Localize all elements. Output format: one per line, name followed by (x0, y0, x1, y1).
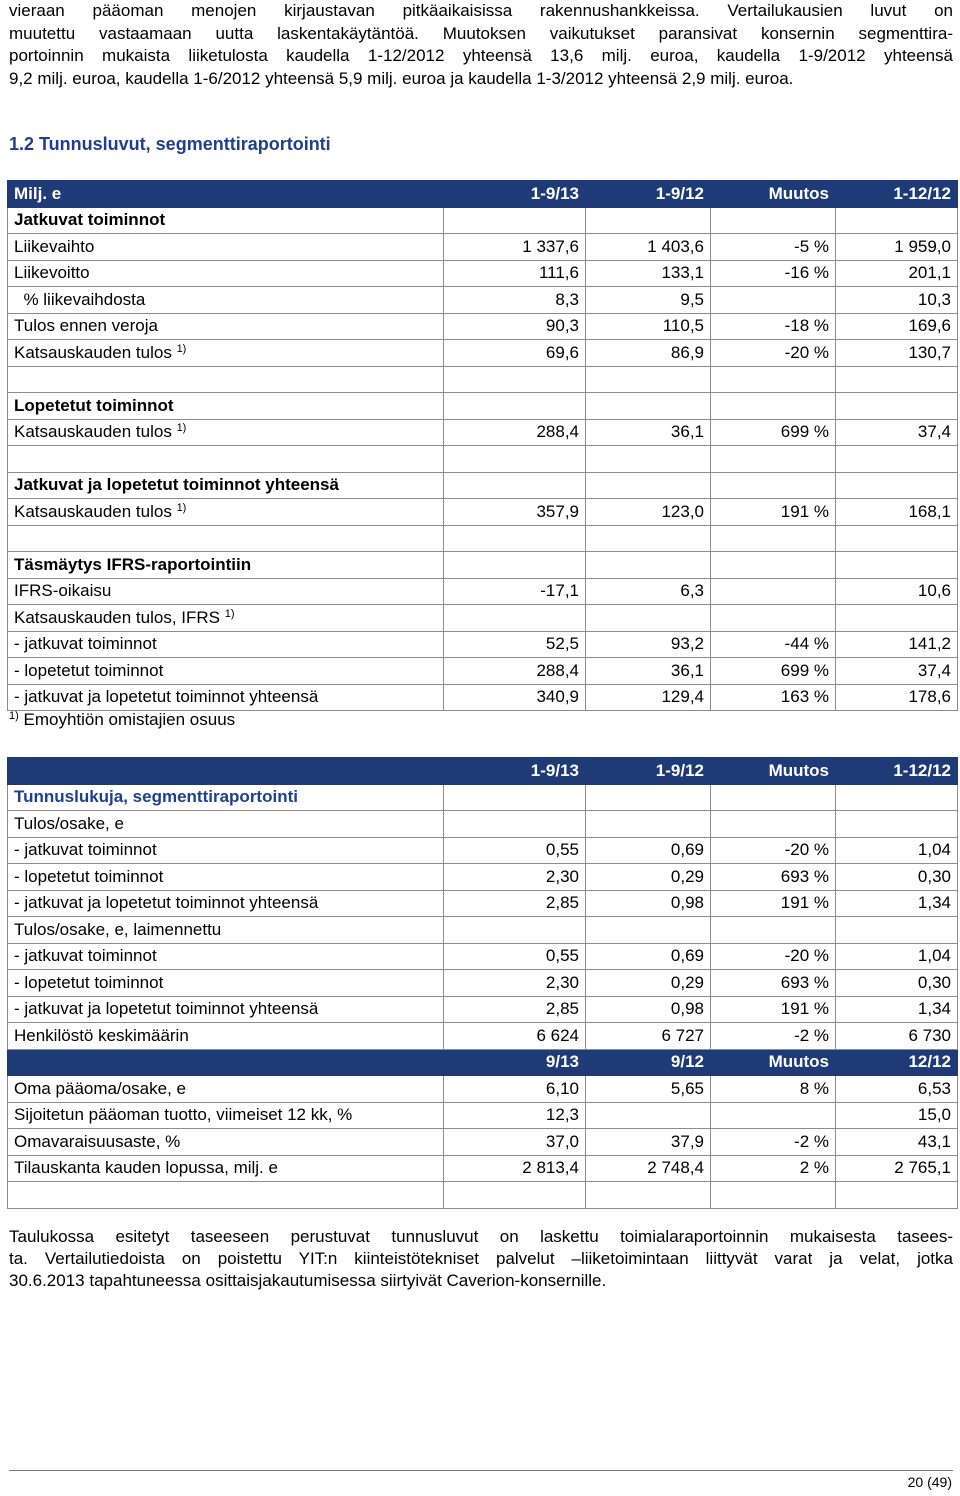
value-cell: 5,65 (586, 1076, 711, 1103)
row-label: Omavaraisuusaste, % (8, 1129, 444, 1156)
value-cell: 37,4 (836, 658, 958, 685)
header-period-cell: 1-12/12 (836, 758, 958, 785)
value-cell: 2,30 (444, 970, 586, 997)
value-cell: 69,6 (444, 340, 586, 367)
value-cell (444, 525, 586, 552)
table-row (8, 313, 958, 340)
value-cell: 52,5 (444, 631, 586, 658)
value-cell: 1 959,0 (836, 234, 958, 261)
outro-line: Taulukossa esitetyt taseeseen perustuvat tunnusluvut on laskettu toimialaraportoinnin mukaisesta tasees- (9, 1227, 953, 1246)
value-cell (444, 446, 586, 473)
page-number: 20 (49) (907, 1474, 952, 1490)
value-cell: 6,10 (444, 1076, 586, 1103)
table-row (8, 207, 958, 234)
value-cell (836, 207, 958, 234)
table-row (8, 419, 958, 446)
value-cell: 168,1 (836, 499, 958, 526)
value-cell (711, 784, 836, 811)
row-label: Katsauskauden tulos, IFRS $^{1)}$ (8, 605, 444, 632)
key-figures-table (7, 180, 958, 711)
table-title-row (8, 784, 958, 811)
row-label: Henkilöstö keskimäärin (8, 1023, 444, 1050)
value-cell: 6 730 (836, 1023, 958, 1050)
value-cell: 1,34 (836, 996, 958, 1023)
row-label: Lopetetut toiminnot (8, 393, 444, 420)
value-cell: 1 337,6 (444, 234, 586, 261)
value-cell: 288,4 (444, 419, 586, 446)
row-label: - jatkuvat ja lopetetut toiminnot yhteensä (8, 890, 444, 917)
value-cell (444, 784, 586, 811)
value-cell: -20 % (711, 837, 836, 864)
value-cell (711, 287, 836, 314)
value-cell (586, 525, 711, 552)
value-cell (586, 446, 711, 473)
value-cell (444, 605, 586, 632)
value-cell: 2,85 (444, 996, 586, 1023)
value-cell (586, 1182, 711, 1209)
header-period-cell: 12/12 (836, 1049, 958, 1076)
value-cell: 699 % (711, 658, 836, 685)
value-cell: 12,3 (444, 1102, 586, 1129)
value-cell: 86,9 (586, 340, 711, 367)
value-cell: 6 624 (444, 1023, 586, 1050)
value-cell (586, 552, 711, 579)
value-cell: 699 % (711, 419, 836, 446)
table-row (8, 234, 958, 261)
table-row (8, 970, 958, 997)
value-cell: 163 % (711, 684, 836, 711)
value-cell: 0,69 (586, 943, 711, 970)
value-cell: 2,30 (444, 864, 586, 891)
row-label: - lopetetut toiminnot (8, 970, 444, 997)
value-cell (711, 605, 836, 632)
outro-line: 30.6.2013 tapahtuneessa osittaisjakautumisessa siirtyivät Caverion-konsernille. (9, 1271, 607, 1290)
outro-line: ta. Vertailutiedoista on poistettu YIT:n kiinteistötekniset palvelut –liiketoimintaan liittyvät varat ja velat, jotka (9, 1249, 953, 1268)
value-cell (836, 917, 958, 944)
table-row (8, 393, 958, 420)
value-cell: 10,3 (836, 287, 958, 314)
value-cell (586, 1102, 711, 1129)
value-cell: 357,9 (444, 499, 586, 526)
row-label: % liikevaihdosta (8, 287, 444, 314)
table-row (8, 499, 958, 526)
value-cell: 0,55 (444, 837, 586, 864)
value-cell (711, 811, 836, 838)
row-label: Liikevaihto (8, 234, 444, 261)
value-cell: 0,30 (836, 864, 958, 891)
table-row (8, 917, 958, 944)
section-heading: 1.2 Tunnusluvut, segmenttiraportointi (9, 134, 331, 154)
row-label: - lopetetut toiminnot (8, 658, 444, 685)
row-label: Tulos/osake, e, laimennettu (8, 917, 444, 944)
value-cell: -5 % (711, 234, 836, 261)
value-cell (586, 393, 711, 420)
blank-row (8, 1182, 958, 1209)
value-cell: -17,1 (444, 578, 586, 605)
value-cell: 15,0 (836, 1102, 958, 1129)
table-row (8, 578, 958, 605)
value-cell (836, 366, 958, 393)
value-cell: 1 403,6 (586, 234, 711, 261)
value-cell (711, 366, 836, 393)
value-cell: 0,98 (586, 996, 711, 1023)
value-cell (711, 446, 836, 473)
value-cell: -2 % (711, 1023, 836, 1050)
value-cell (836, 784, 958, 811)
row-label: - lopetetut toiminnot (8, 864, 444, 891)
header-period-cell: Muutos (711, 181, 836, 208)
value-cell: -18 % (711, 313, 836, 340)
value-cell: 0,69 (586, 837, 711, 864)
intro-line: vieraan pääoman menojen kirjaustavan pitkäaikaisissa rakennushankkeissa. Vertailukausien luvut on (9, 1, 953, 20)
value-cell: 2 813,4 (444, 1155, 586, 1182)
value-cell: -16 % (711, 260, 836, 287)
value-cell: 0,30 (836, 970, 958, 997)
value-cell: 340,9 (444, 684, 586, 711)
row-label (8, 446, 444, 473)
row-label: Tulos ennen veroja (8, 313, 444, 340)
value-cell: 37,0 (444, 1129, 586, 1156)
value-cell (711, 525, 836, 552)
row-label: Jatkuvat ja lopetetut toiminnot yhteensä (8, 472, 444, 499)
value-cell (444, 393, 586, 420)
value-cell: 43,1 (836, 1129, 958, 1156)
value-cell: 0,55 (444, 943, 586, 970)
header-period-cell: 1-9/13 (444, 758, 586, 785)
intro-line: muutettu vastaamaan uutta laskentakäytäntöä. Muutoksen vaikutukset paransivat konsernin segmenttira- (9, 23, 953, 43)
value-cell (836, 552, 958, 579)
row-label: Sijoitetun pääoman tuotto, viimeiset 12 kk, % (8, 1102, 444, 1129)
header-label-cell (8, 758, 444, 785)
blank-row (8, 366, 958, 393)
row-label: - jatkuvat toiminnot (8, 631, 444, 658)
value-cell: 110,5 (586, 313, 711, 340)
value-cell (586, 784, 711, 811)
value-cell: 178,6 (836, 684, 958, 711)
value-cell: 169,6 (836, 313, 958, 340)
value-cell (711, 578, 836, 605)
table-header-row (8, 758, 958, 785)
table-row (8, 631, 958, 658)
table-title: Tunnuslukuja, segmenttiraportointi (8, 784, 444, 811)
value-cell: 36,1 (586, 658, 711, 685)
value-cell: -2 % (711, 1129, 836, 1156)
value-cell: 0,29 (586, 970, 711, 997)
header-period-cell: 9/12 (586, 1049, 711, 1076)
value-cell: 2 748,4 (586, 1155, 711, 1182)
header-period-cell: 1-12/12 (836, 181, 958, 208)
value-cell: 93,2 (586, 631, 711, 658)
row-label: - jatkuvat toiminnot (8, 943, 444, 970)
table-row (8, 1102, 958, 1129)
value-cell (711, 552, 836, 579)
table-row (8, 684, 958, 711)
table-row (8, 811, 958, 838)
value-cell (836, 525, 958, 552)
value-cell (836, 1182, 958, 1209)
value-cell: 9,5 (586, 287, 711, 314)
value-cell: 130,7 (836, 340, 958, 367)
table-row (8, 1129, 958, 1156)
value-cell (586, 811, 711, 838)
value-cell: 1,04 (836, 837, 958, 864)
header-period-cell: 9/13 (444, 1049, 586, 1076)
value-cell (444, 811, 586, 838)
table-subheader-row (8, 1049, 958, 1076)
footnote-ref: 1) (176, 342, 187, 355)
table-row (8, 1076, 958, 1103)
row-label (8, 1182, 444, 1209)
table-row (8, 260, 958, 287)
row-label: - jatkuvat ja lopetetut toiminnot yhteensä (8, 996, 444, 1023)
intro-line: portoinnin mukaista liiketulosta kaudella 1-12/2012 yhteensä 13,6 milj. euroa, kaudella 1-9/2012 yhteensä (9, 46, 953, 65)
table-row (8, 1155, 958, 1182)
value-cell: 37,9 (586, 1129, 711, 1156)
value-cell (444, 552, 586, 579)
table-footnote (9, 710, 235, 730)
footnote-ref: 1) (176, 501, 187, 514)
value-cell (586, 605, 711, 632)
value-cell: 8 % (711, 1076, 836, 1103)
intro-paragraph (9, 0, 953, 90)
value-cell (444, 366, 586, 393)
header-label-cell: Milj. e (8, 181, 444, 208)
value-cell: -20 % (711, 943, 836, 970)
table-row (8, 864, 958, 891)
value-cell: 10,6 (836, 578, 958, 605)
value-cell (444, 917, 586, 944)
header-period-cell: 1-9/12 (586, 181, 711, 208)
row-label (8, 366, 444, 393)
blank-row (8, 525, 958, 552)
value-cell: 693 % (711, 864, 836, 891)
footnote-mark: 1) (9, 710, 19, 722)
table-header-row (8, 181, 958, 208)
value-cell: 111,6 (444, 260, 586, 287)
row-label: Tulos/osake, e (8, 811, 444, 838)
value-cell (444, 207, 586, 234)
blank-row (8, 446, 958, 473)
table-row (8, 340, 958, 367)
value-cell (711, 1182, 836, 1209)
row-label: - jatkuvat toiminnot (8, 837, 444, 864)
table-row (8, 837, 958, 864)
value-cell (711, 472, 836, 499)
table-row (8, 472, 958, 499)
value-cell (586, 207, 711, 234)
value-cell (586, 472, 711, 499)
value-cell (836, 811, 958, 838)
value-cell: 0,98 (586, 890, 711, 917)
intro-line: 9,2 milj. euroa, kaudella 1-6/2012 yhteensä 5,9 milj. euroa ja kaudella 1-3/2012 yhteensä 2,9 milj. euroa. (9, 68, 794, 88)
value-cell: 6,53 (836, 1076, 958, 1103)
value-cell (836, 605, 958, 632)
value-cell (444, 472, 586, 499)
value-cell (836, 472, 958, 499)
value-cell: 8,3 (444, 287, 586, 314)
value-cell (711, 1102, 836, 1129)
value-cell: 2 765,1 (836, 1155, 958, 1182)
value-cell: -20 % (711, 340, 836, 367)
header-period-cell: 1-9/12 (586, 758, 711, 785)
value-cell (711, 207, 836, 234)
table-row (8, 996, 958, 1023)
value-cell: 288,4 (444, 658, 586, 685)
value-cell: 133,1 (586, 260, 711, 287)
table-row (8, 1023, 958, 1050)
value-cell: 36,1 (586, 419, 711, 446)
value-cell (586, 366, 711, 393)
footnote-ref: 1) (224, 607, 235, 620)
value-cell: 37,4 (836, 419, 958, 446)
row-label: Oma pääoma/osake, e (8, 1076, 444, 1103)
value-cell: 1,34 (836, 890, 958, 917)
value-cell: 693 % (711, 970, 836, 997)
row-label: IFRS-oikaisu (8, 578, 444, 605)
value-cell (836, 446, 958, 473)
table-row (8, 605, 958, 632)
row-label: Katsauskauden tulos $^{1)}$ (8, 419, 444, 446)
value-cell (711, 917, 836, 944)
row-label (8, 525, 444, 552)
value-cell (711, 393, 836, 420)
value-cell: 2 % (711, 1155, 836, 1182)
header-period-cell: 1-9/13 (444, 181, 586, 208)
row-label: Katsauskauden tulos $^{1)}$ (8, 499, 444, 526)
footnote-ref: 1) (176, 422, 187, 435)
outro-paragraph (9, 1226, 953, 1292)
value-cell: 90,3 (444, 313, 586, 340)
header-period-cell: Muutos (711, 758, 836, 785)
value-cell (586, 917, 711, 944)
value-cell: 0,29 (586, 864, 711, 891)
table-row (8, 890, 958, 917)
footnote-text: Emoyhtiön omistajien osuus (18, 710, 236, 729)
value-cell: 191 % (711, 890, 836, 917)
row-label: Liikevoitto (8, 260, 444, 287)
row-label: Täsmäytys IFRS-raportointiin (8, 552, 444, 579)
table-row (8, 287, 958, 314)
footer-rule (9, 1470, 953, 1471)
row-label: - jatkuvat ja lopetetut toiminnot yhteensä (8, 684, 444, 711)
value-cell: 191 % (711, 996, 836, 1023)
value-cell: 1,04 (836, 943, 958, 970)
value-cell: 6 727 (586, 1023, 711, 1050)
value-cell: -44 % (711, 631, 836, 658)
value-cell (444, 1182, 586, 1209)
header-label-cell (8, 1049, 444, 1076)
value-cell: 2,85 (444, 890, 586, 917)
value-cell: 6,3 (586, 578, 711, 605)
table-row (8, 552, 958, 579)
value-cell: 201,1 (836, 260, 958, 287)
ratios-table (7, 757, 958, 1209)
header-period-cell: Muutos (711, 1049, 836, 1076)
table-row (8, 943, 958, 970)
row-label: Tilauskanta kauden lopussa, milj. e (8, 1155, 444, 1182)
value-cell: 129,4 (586, 684, 711, 711)
row-label: Jatkuvat toiminnot (8, 207, 444, 234)
row-label: Katsauskauden tulos $^{1)}$ (8, 340, 444, 367)
value-cell (836, 393, 958, 420)
value-cell: 141,2 (836, 631, 958, 658)
value-cell: 123,0 (586, 499, 711, 526)
value-cell: 191 % (711, 499, 836, 526)
table-row (8, 658, 958, 685)
